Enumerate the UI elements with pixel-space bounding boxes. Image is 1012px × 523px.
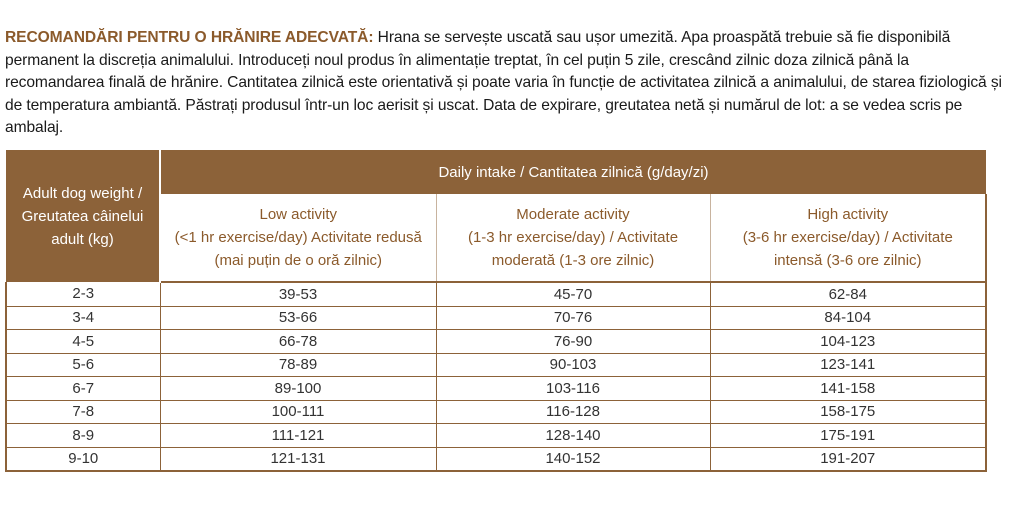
low-activity-cell: 78-89 [160, 353, 436, 377]
feeding-recommendations-body: Hrana se servește uscată sau ușor umezită. Apa proaspătă trebuie să fie disponibilă permanent la discreția animalului. Introduceți noul produs în alimentație treptat, în cel puțin 5 zile, crescând zilnic doza zilnică până la recomandarea finală de hrănire. Cantitatea zilnică este orientativă și poate varia în funcție de activitatea zilnică a animalului, de starea fiziologică și de temperatura ambiantă. Păstrați produsul într-un loc aerisit și uscat. Data de expirare, greutatea netă și numărul de lot: a se vedea scris pe ambalaj. [5, 29, 1002, 137]
high-activity-cell: 191-207 [710, 447, 986, 471]
daily-intake-header: Daily intake / Cantitatea zilnică (g/day/zi) [160, 150, 986, 194]
moderate-activity-header: Moderate activity (1-3 hr exercise/day) / Activitate moderată (1-3 ore zilnic) [436, 194, 710, 282]
moderate-activity-cell: 90-103 [436, 353, 710, 377]
weight-cell: 8-9 [6, 424, 160, 448]
daily-intake-table [5, 150, 987, 472]
low-activity-cell: 89-100 [160, 377, 436, 401]
feeding-recommendations-text [5, 27, 1005, 140]
high-activity-cell: 175-191 [710, 424, 986, 448]
low-activity-cell: 121-131 [160, 447, 436, 471]
low-activity-header: Low activity (<1 hr exercise/day) Activitate redusă (mai puțin de o oră zilnic) [160, 194, 436, 282]
table-row [6, 306, 986, 330]
high-activity-cell: 141-158 [710, 377, 986, 401]
weight-cell: 9-10 [6, 447, 160, 471]
moderate-activity-cell: 103-116 [436, 377, 710, 401]
high-activity-cell: 84-104 [710, 306, 986, 330]
moderate-activity-cell: 45-70 [436, 282, 710, 306]
weight-cell: 3-4 [6, 306, 160, 330]
weight-cell: 4-5 [6, 330, 160, 354]
table-row [6, 377, 986, 401]
weight-cell: 5-6 [6, 353, 160, 377]
high-activity-cell: 158-175 [710, 400, 986, 424]
high-activity-cell: 123-141 [710, 353, 986, 377]
moderate-activity-cell: 76-90 [436, 330, 710, 354]
low-activity-cell: 111-121 [160, 424, 436, 448]
table-row [6, 282, 986, 306]
weight-cell: 6-7 [6, 377, 160, 401]
low-activity-cell: 100-111 [160, 400, 436, 424]
moderate-activity-cell: 140-152 [436, 447, 710, 471]
table-row [6, 330, 986, 354]
weight-column-header: Adult dog weight / Greutatea câinelui adult (kg) [6, 150, 160, 282]
moderate-activity-cell: 128-140 [436, 424, 710, 448]
high-activity-cell: 62-84 [710, 282, 986, 306]
weight-cell: 2-3 [6, 282, 160, 306]
intake-table-body [6, 282, 986, 471]
moderate-activity-cell: 70-76 [436, 306, 710, 330]
low-activity-cell: 66-78 [160, 330, 436, 354]
table-row [6, 353, 986, 377]
low-activity-cell: 39-53 [160, 282, 436, 306]
feeding-recommendations-heading: RECOMANDĂRI PENTRU O HRĂNIRE ADECVATĂ: [5, 29, 374, 46]
table-row [6, 400, 986, 424]
high-activity-header: High activity (3-6 hr exercise/day) / Activitate intensă (3-6 ore zilnic) [710, 194, 986, 282]
moderate-activity-cell: 116-128 [436, 400, 710, 424]
high-activity-cell: 104-123 [710, 330, 986, 354]
table-row [6, 424, 986, 448]
weight-cell: 7-8 [6, 400, 160, 424]
low-activity-cell: 53-66 [160, 306, 436, 330]
table-row [6, 447, 986, 471]
